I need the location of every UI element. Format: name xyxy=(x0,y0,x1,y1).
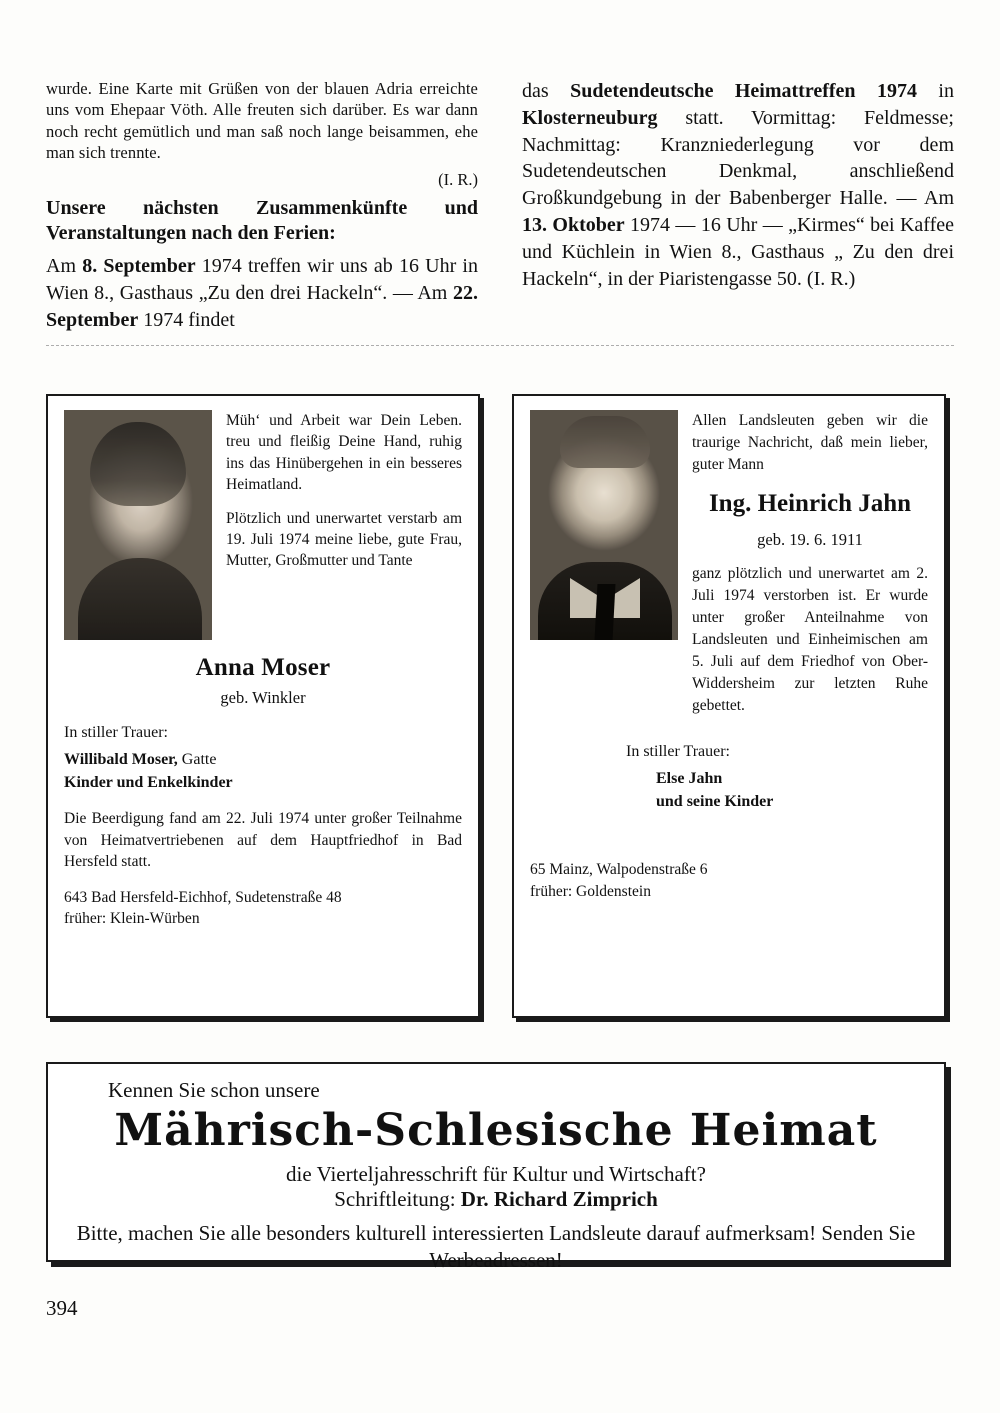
address-right-line2: früher: Goldenstein xyxy=(530,882,651,900)
portrait-tie xyxy=(595,584,616,640)
news-p3-e: statt. Vormittag: Feldmesse; Nachmittag: Kranzniederlegung vor dem Sudetendeutschen Denkmal, anschließend Großkundgebung in der Babenberger Halle. — Am xyxy=(522,106,954,210)
news-paragraph-1: wurde. Eine Karte mit Grüßen von der blauen Adria erreichte uns vom Ehepaar Vöth. Alle freuten sich darüber. Es war dann noch recht gemütlich und man saß noch lange beisammen, ehe man sich trennte. xyxy=(46,79,478,163)
news-column-right xyxy=(522,78,954,339)
portrait-photo-anna-moser xyxy=(64,410,212,640)
section-divider xyxy=(46,345,954,346)
ad-title: Mährisch-Schlesische Heimat xyxy=(114,1105,878,1156)
news-event-title: Sudetendeutsche Heimattreffen 1974 xyxy=(570,80,917,102)
obituary-left-inner xyxy=(48,396,478,992)
obituary-notice-right xyxy=(512,394,946,1018)
news-p2-c: 1974 treffen wir uns ab 16 Uhr in Wien 8., Gasthaus „Zu den drei Hackeln“. — Am xyxy=(46,254,478,304)
news-paragraph-3 xyxy=(522,78,954,292)
ad-editor-name: Dr. Richard Zimprich xyxy=(460,1187,658,1211)
news-event-date: 13. Oktober xyxy=(522,213,625,236)
obituary-left-verse: Müh‘ und Arbeit war Dein Leben. treu und fleißig Deine Hand, ruhig ins das Hinübergehen in ein besseres Heimatland. xyxy=(226,412,462,494)
news-p2-e: 1974 findet xyxy=(138,308,235,331)
deceased-name-right: Ing. Heinrich Jahn xyxy=(708,490,912,517)
mourning-family-right xyxy=(656,767,928,813)
news-column-left xyxy=(46,78,478,339)
address-left xyxy=(64,887,462,930)
address-left-line2: früher: Klein-Würben xyxy=(64,909,200,927)
deceased-birth-right: geb. 19. 6. 1911 xyxy=(757,529,863,549)
news-p3-a: das xyxy=(522,80,571,102)
news-event-place: Klosterneuburg xyxy=(522,106,658,129)
mourning-family-left xyxy=(64,748,462,794)
ad-call-to-action: Bitte, machen Sie alle besonders kulturell interessierten Landsleute darauf aufmerksam! Senden Sie Werbeadressen! xyxy=(76,1221,916,1273)
obituary-right-text xyxy=(692,410,928,727)
family-left-line2: Kinder und Enkelkinder xyxy=(64,774,233,792)
news-p2-date-1: 8. September xyxy=(82,254,196,277)
ad-subtitle: die Vierteljahresschrift für Kultur und Wirtschaft? xyxy=(286,1162,706,1186)
ad-editor-label: Schriftleitung: xyxy=(334,1187,461,1211)
family-left-line1-suffix: Gatte xyxy=(177,751,217,768)
advertisement-box xyxy=(46,1062,946,1273)
funeral-details-left: Die Beerdigung fand am 22. Juli 1974 unter großer Teilnahme von Heimatvertriebenen auf dem Hauptfriedhof in Bad Hersfeld statt. xyxy=(64,810,462,871)
family-left-line1: Willibald Moser, xyxy=(64,751,178,768)
news-signature-left: (I. R.) xyxy=(438,169,478,189)
obituary-notice-left xyxy=(46,394,480,1018)
portrait-photo-heinrich-jahn xyxy=(530,410,678,640)
obituary-left-announcement: Plötzlich und unerwartet verstarb am 19. Juli 1974 meine liebe, gute Frau, Mutter, Großmutter und Tante xyxy=(226,509,462,570)
ad-intro-line: Kennen Sie schon unsere xyxy=(108,1078,320,1102)
page-number: 394 xyxy=(46,1296,78,1320)
news-section xyxy=(46,78,954,339)
news-p3-c: in xyxy=(917,80,954,102)
news-p2-a: Am xyxy=(46,254,83,277)
obituary-left-text xyxy=(226,410,462,640)
news-heading: Unsere nächsten Zusammenkünfte und Veranstaltungen nach den Ferien: xyxy=(46,196,478,245)
mourning-label-left: In stiller Trauer: xyxy=(64,724,168,741)
family-right-line2: und seine Kinder xyxy=(656,793,774,811)
obituary-left-top xyxy=(64,410,462,640)
news-p3-g: 1974 — 16 Uhr — „Kirmes“ bei Kaffee und Küchlein in Wien 8., Gasthaus „ Zu den drei Hackeln“, in der Piaristengasse 50. (I. R.) xyxy=(522,213,955,290)
address-right xyxy=(530,859,928,902)
obituary-right-top xyxy=(530,410,928,727)
deceased-name-left: Anna Moser xyxy=(195,654,331,681)
obituary-right-intro: Allen Landsleuten geben wir die traurige Nachricht, daß mein lieber, guter Mann xyxy=(692,412,928,473)
address-right-line1: 65 Mainz, Walpodenstraße 6 xyxy=(530,861,708,879)
address-left-line1: 643 Bad Hersfeld-Eichhof, Sudetenstraße 48 xyxy=(64,888,342,906)
ad-editor-line xyxy=(74,1187,918,1212)
mourning-label-right: In stiller Trauer: xyxy=(626,742,730,760)
news-p2-date-2: 22. September xyxy=(46,281,478,331)
deceased-maiden-name-left: geb. Winkler xyxy=(220,688,306,707)
obituary-right-inner xyxy=(514,396,944,992)
family-right-line1: Else Jahn xyxy=(656,769,723,787)
news-paragraph-2 xyxy=(46,253,478,333)
obituary-right-body: ganz plötzlich und unerwartet am 2. Juli 1974 verstorben ist. Er wurde unter großer Anteilnahme von Landsleuten und Einheimischen am 5. Juli auf dem Friedhof von Ober-Widdersheim zur letzten Ruhe gebettet. xyxy=(692,564,928,714)
